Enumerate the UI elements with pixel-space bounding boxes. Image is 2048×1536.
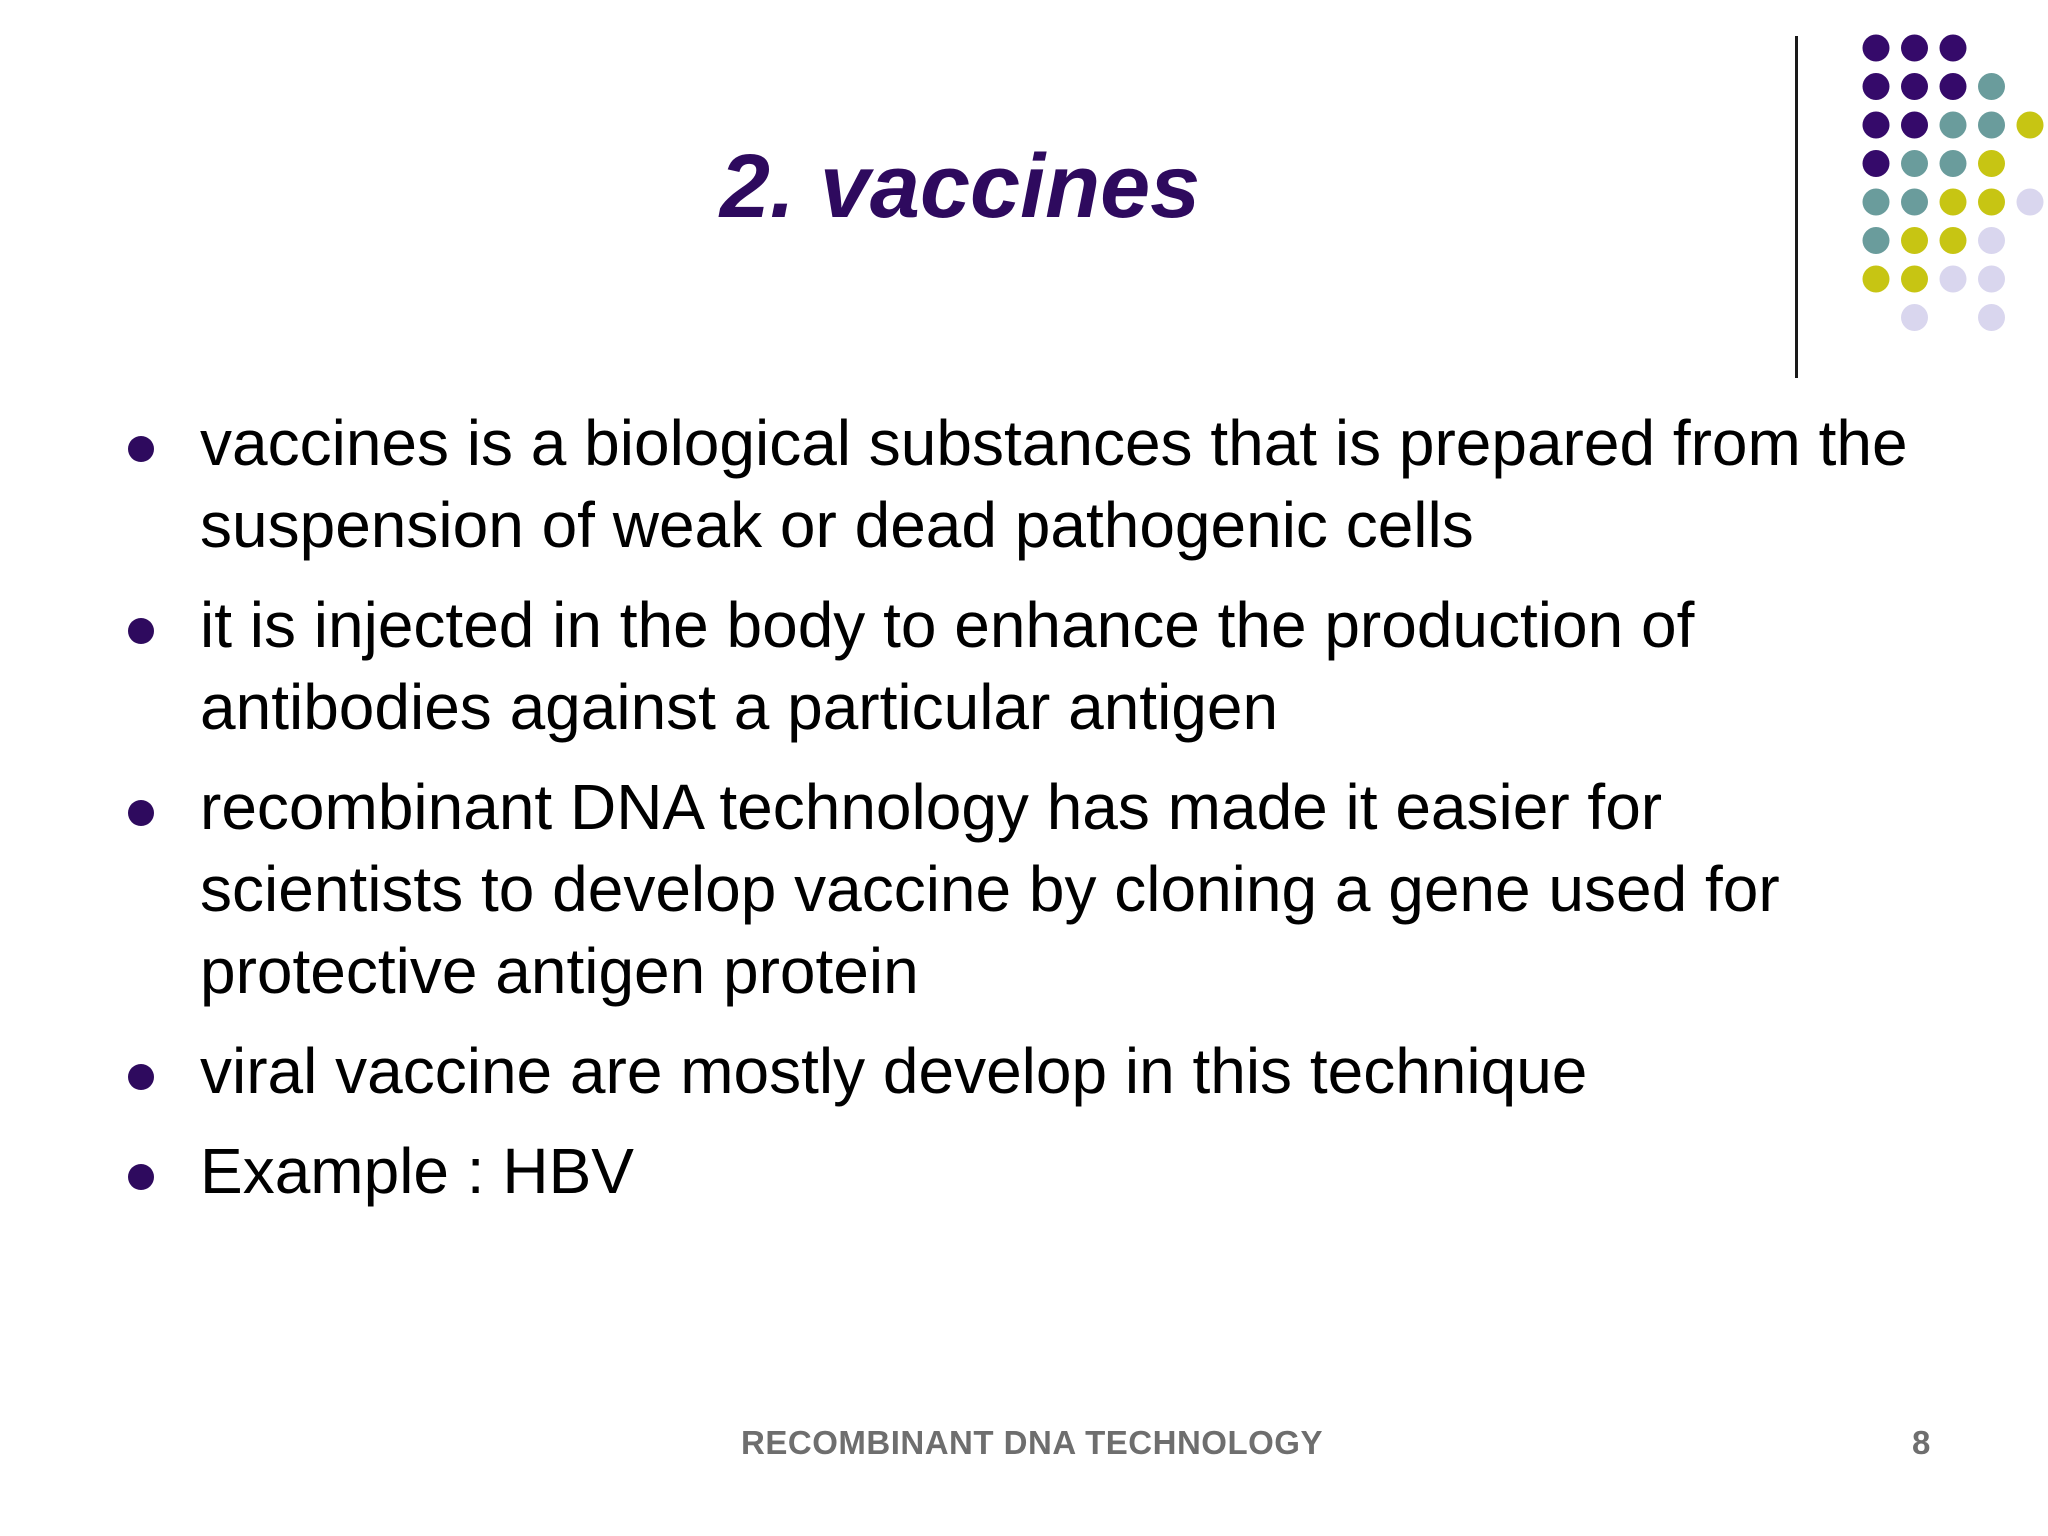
bullet-icon <box>128 618 154 644</box>
bullet-item <box>200 584 1920 748</box>
footer-title: RECOMBINANT DNA TECHNOLOGY <box>741 1424 1323 1461</box>
bullet-icon <box>128 1164 154 1190</box>
bullet-text: recombinant DNA technology has made it easier for scientists to develop vaccine by cloning a gene used for protective antigen protein <box>200 771 1780 1007</box>
bullet-icon <box>128 800 154 826</box>
bullet-text: viral vaccine are mostly develop in this technique <box>200 1035 1588 1107</box>
bullet-text: vaccines is a biological substances that is prepared from the suspension of weak or dead pathogenic cells <box>200 407 1908 561</box>
bullet-icon <box>128 1064 154 1090</box>
bullet-icon <box>128 436 154 462</box>
bullet-text: it is injected in the body to enhance the production of antibodies against a particular antigen <box>200 589 1695 743</box>
bullet-item <box>200 1130 1920 1212</box>
bullet-item <box>200 402 1920 566</box>
bullet-item <box>200 766 1920 1012</box>
bullet-item <box>200 1030 1920 1112</box>
slide-title: 2. vaccines <box>719 137 1201 237</box>
bullet-text: Example : HBV <box>200 1135 634 1207</box>
page-number: 8 <box>1912 1424 1931 1461</box>
